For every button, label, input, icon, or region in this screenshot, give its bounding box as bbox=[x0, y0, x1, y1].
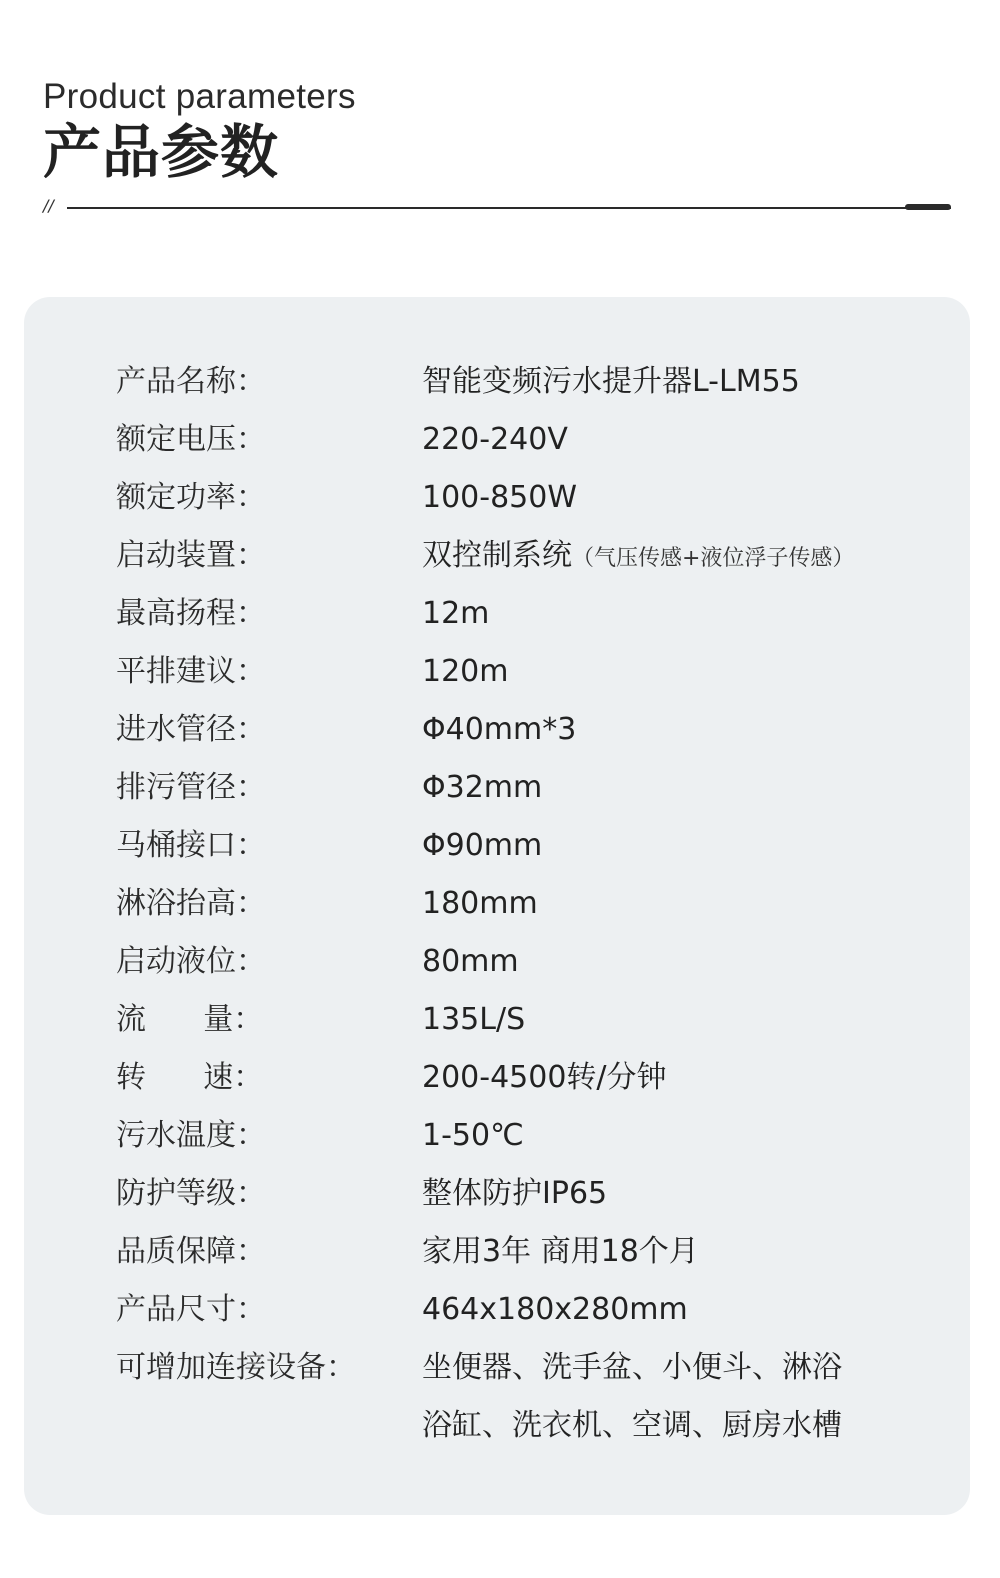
divider-accent bbox=[905, 204, 951, 210]
spec-row-horizontal-discharge bbox=[24, 643, 970, 701]
spec-value: 464x180x280mm bbox=[422, 1292, 688, 1327]
spec-row-toilet-interface bbox=[24, 817, 970, 875]
spec-row-inlet-diameter bbox=[24, 701, 970, 759]
spec-value: 135L/S bbox=[422, 1002, 526, 1037]
spec-label: 流 量： bbox=[116, 1002, 264, 1037]
spec-label: 产品尺寸： bbox=[116, 1292, 266, 1327]
spec-value bbox=[422, 527, 942, 588]
slash-decoration: // bbox=[43, 196, 54, 215]
spec-label: 可增加连接设备： bbox=[116, 1350, 356, 1385]
spec-row-product-name bbox=[24, 353, 970, 411]
spec-value-note: （气压传感+液位浮子传感） bbox=[572, 546, 855, 571]
spec-value: 100-850W bbox=[422, 480, 578, 515]
spec-row-start-level bbox=[24, 933, 970, 991]
spec-value: 200-4500转/分钟 bbox=[422, 1060, 667, 1095]
spec-row-flow-rate bbox=[24, 991, 970, 1049]
spec-label: 防护等级： bbox=[116, 1176, 266, 1211]
spec-value: 80mm bbox=[422, 944, 519, 979]
spec-row-protection-level bbox=[24, 1165, 970, 1223]
spec-value: 坐便器、洗手盆、小便斗、淋浴 bbox=[422, 1350, 842, 1385]
divider-line bbox=[67, 207, 951, 209]
spec-value: 120m bbox=[422, 654, 509, 689]
spec-label: 排污管径： bbox=[116, 770, 266, 805]
spec-row-shower-elevation bbox=[24, 875, 970, 933]
spec-label: 最高扬程： bbox=[116, 596, 266, 631]
spec-label: 进水管径： bbox=[116, 712, 266, 747]
spec-row-start-device bbox=[24, 527, 970, 585]
spec-label: 启动液位： bbox=[116, 944, 266, 979]
spec-label: 品质保障： bbox=[116, 1234, 266, 1269]
spec-label: 平排建议： bbox=[116, 654, 266, 689]
spec-value: 智能变频污水提升器L-LM55 bbox=[422, 364, 800, 399]
spec-label: 污水温度： bbox=[116, 1118, 266, 1153]
spec-value: 180mm bbox=[422, 886, 538, 921]
spec-value-continued: 浴缸、洗衣机、空调、厨房水槽 bbox=[422, 1408, 842, 1443]
spec-row-product-size bbox=[24, 1281, 970, 1339]
section-subtitle: Product parameters bbox=[43, 77, 356, 116]
spec-label: 额定功率： bbox=[116, 480, 266, 515]
spec-value: 12m bbox=[422, 596, 490, 631]
spec-value: 家用3年 商用18个月 bbox=[422, 1234, 699, 1269]
spec-label: 额定电压： bbox=[116, 422, 266, 457]
spec-label: 产品名称： bbox=[116, 364, 266, 399]
spec-value: 整体防护IP65 bbox=[422, 1176, 608, 1211]
spec-row-rated-power bbox=[24, 469, 970, 527]
spec-row-water-temperature bbox=[24, 1107, 970, 1165]
spec-value: 1-50℃ bbox=[422, 1118, 524, 1153]
spec-value: Φ40mm*3 bbox=[422, 712, 577, 747]
spec-value: 220-240V bbox=[422, 422, 568, 457]
spec-label: 马桶接口： bbox=[116, 828, 266, 863]
spec-label: 启动装置： bbox=[116, 538, 266, 573]
spec-row-outlet-diameter bbox=[24, 759, 970, 817]
page-header bbox=[0, 0, 1000, 240]
spec-row-connectable-devices bbox=[24, 1339, 970, 1455]
spec-row-max-head bbox=[24, 585, 970, 643]
spec-value: Φ32mm bbox=[422, 770, 543, 805]
spec-label: 淋浴抬高： bbox=[116, 886, 266, 921]
spec-row-warranty bbox=[24, 1223, 970, 1281]
spec-row-rated-voltage bbox=[24, 411, 970, 469]
spec-label: 转 速： bbox=[116, 1060, 264, 1095]
spec-card bbox=[24, 297, 970, 1515]
section-title: 产品参数 bbox=[43, 118, 280, 186]
spec-value-main: 双控制系统 bbox=[422, 538, 572, 573]
spec-row-rotation-speed bbox=[24, 1049, 970, 1107]
spec-value: Φ90mm bbox=[422, 828, 543, 863]
